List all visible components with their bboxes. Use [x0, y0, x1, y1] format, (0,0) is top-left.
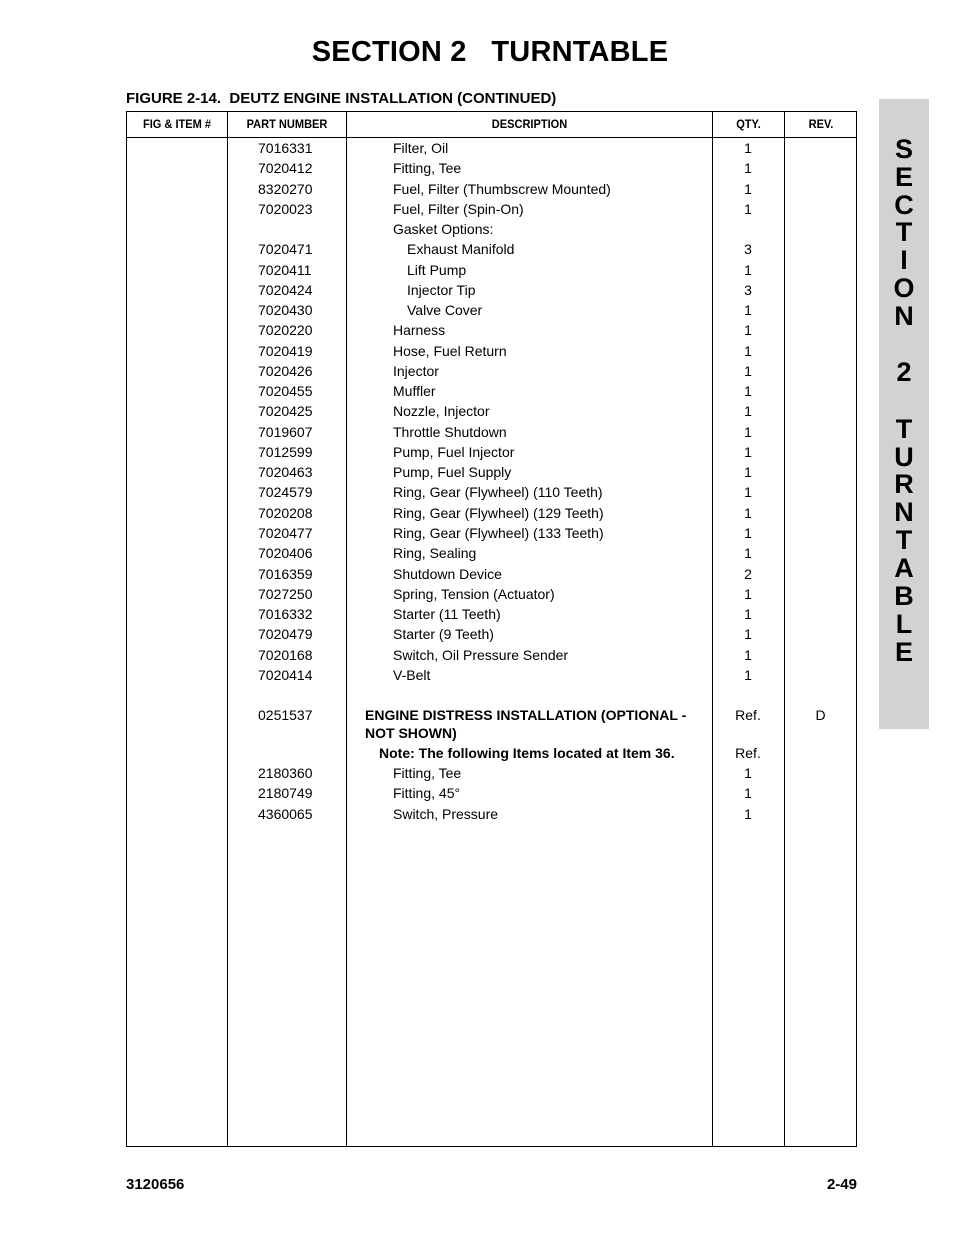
qty-cell: 1 [744, 383, 752, 399]
qty-cell: 1 [744, 545, 752, 561]
side-tab-letter: I [900, 245, 908, 275]
part-number-cell: 7016332 [258, 606, 313, 622]
document-number: 3120656 [126, 1176, 185, 1193]
qty-cell: 1 [744, 806, 752, 822]
qty-cell: 1 [744, 343, 752, 359]
qty-cell: 1 [744, 262, 752, 278]
description-cell: Filter, Oil [393, 140, 449, 156]
part-number-cell: 8320270 [258, 181, 313, 197]
description-cell: Starter (9 Teeth) [393, 626, 494, 642]
qty-cell: 2 [744, 566, 752, 582]
part-number-cell: 2180360 [258, 765, 313, 781]
qty-cell: 3 [744, 241, 752, 257]
side-tab-letter: T [895, 525, 913, 555]
column-header-rev: REV. [808, 117, 834, 131]
part-number-cell: 7024579 [258, 484, 313, 500]
part-number-cell: 7020414 [258, 667, 313, 683]
side-tab-letter: E [894, 637, 913, 667]
description-cell: Shutdown Device [393, 566, 502, 582]
part-number-cell: 7020208 [258, 505, 313, 521]
part-number-cell: 7020426 [258, 363, 313, 379]
column-divider [227, 112, 228, 1146]
description-cell: Injector [393, 363, 439, 379]
description-cell: Switch, Pressure [393, 806, 499, 822]
part-number-cell: 7020477 [258, 525, 313, 541]
part-number-cell: 7020023 [258, 201, 313, 217]
column-divider [346, 112, 347, 1146]
part-number-cell: 7020455 [258, 383, 313, 399]
side-tab-letter: N [894, 301, 914, 331]
qty-cell: 1 [744, 667, 752, 683]
qty-cell: 1 [744, 484, 752, 500]
side-tab-letter: C [894, 190, 914, 220]
description-cell: Starter (11 Teeth) [393, 606, 501, 622]
side-tab-letter: O [893, 273, 915, 303]
description-cell: Ring, Sealing [393, 545, 477, 561]
description-cell: Hose, Fuel Return [393, 343, 507, 359]
column-header-fig-item: FIG & ITEM # [142, 117, 212, 131]
part-number-cell: 7012599 [258, 444, 313, 460]
qty-cell: 1 [744, 444, 752, 460]
page-number: 2-49 [826, 1176, 857, 1193]
qty-cell: 1 [744, 160, 752, 176]
part-number-cell: 7020424 [258, 282, 313, 298]
description-cell: Ring, Gear (Flywheel) (129 Teeth) [393, 505, 604, 521]
description-cell: V-Belt [393, 667, 431, 683]
side-tab-letter: N [894, 497, 914, 527]
description-cell: Nozzle, Injector [393, 403, 490, 419]
description-cell: Fuel, Filter (Thumbscrew Mounted) [393, 181, 611, 197]
description-cell: Exhaust Manifold [407, 241, 515, 257]
description-cell: ENGINE DISTRESS INSTALLATION (OPTIONAL - [365, 707, 687, 723]
qty-cell: 1 [744, 424, 752, 440]
qty-cell: 1 [744, 464, 752, 480]
part-number-cell: 7020419 [258, 343, 313, 359]
side-tab-letter: T [895, 414, 913, 444]
description-cell: Pump, Fuel Injector [393, 444, 515, 460]
part-number-cell: 7020479 [258, 626, 313, 642]
part-number-cell: 7016359 [258, 566, 313, 582]
qty-cell: Ref. [735, 707, 761, 723]
part-number-cell: 7020471 [258, 241, 313, 257]
description-cell: Spring, Tension (Actuator) [393, 586, 555, 602]
section-title: SECTION 2 TURNTABLE [311, 36, 669, 68]
description-cell: Lift Pump [407, 262, 467, 278]
qty-cell: 1 [744, 140, 752, 156]
description-cell: Ring, Gear (Flywheel) (110 Teeth) [393, 484, 603, 500]
description-cell: Fitting, Tee [393, 160, 462, 176]
side-tab-letter: T [895, 217, 913, 247]
qty-cell: 1 [744, 363, 752, 379]
description-cell: Pump, Fuel Supply [393, 464, 512, 480]
header-divider [127, 137, 856, 138]
part-number-cell: 7016331 [258, 140, 313, 156]
column-divider [784, 112, 785, 1146]
qty-cell: 1 [744, 626, 752, 642]
column-header-qty: QTY. [736, 117, 761, 131]
description-cell: Injector Tip [407, 282, 476, 298]
side-tab-letter: U [894, 442, 914, 472]
description-cell: Note: The following Items located at Item 36. [379, 745, 675, 761]
qty-cell: 1 [744, 302, 752, 318]
description-cell: Gasket Options: [393, 221, 494, 237]
side-tab-letter: B [894, 581, 914, 611]
qty-cell: 1 [744, 647, 752, 663]
part-number-cell: 4360065 [258, 806, 313, 822]
rev-cell: D [815, 707, 826, 723]
side-tab-letter: E [894, 162, 913, 192]
side-tab-letter: A [894, 553, 914, 583]
parts-table [126, 111, 857, 1147]
description-cell: Ring, Gear (Flywheel) (133 Teeth) [393, 525, 604, 541]
side-tab-letter: L [895, 609, 913, 639]
qty-cell: 1 [744, 765, 752, 781]
description-cell: Muffler [393, 383, 436, 399]
qty-cell: 1 [744, 785, 752, 801]
part-number-cell: 7020406 [258, 545, 313, 561]
part-number-cell: 7019607 [258, 424, 313, 440]
qty-cell: 1 [744, 201, 752, 217]
qty-cell: 1 [744, 606, 752, 622]
section-side-tab [879, 99, 929, 729]
description-cell: Fitting, Tee [393, 765, 462, 781]
qty-cell: 1 [744, 586, 752, 602]
part-number-cell: 2180749 [258, 785, 313, 801]
part-number-cell: 7020412 [258, 160, 313, 176]
part-number-cell: 7020430 [258, 302, 313, 318]
description-cell: Fuel, Filter (Spin-On) [393, 201, 524, 217]
part-number-cell: 7020463 [258, 464, 313, 480]
qty-cell: 3 [744, 282, 752, 298]
part-number-cell: 7020168 [258, 647, 313, 663]
description-cell: Throttle Shutdown [393, 424, 507, 440]
qty-cell: 1 [744, 181, 752, 197]
qty-cell: 1 [744, 525, 752, 541]
qty-cell: Ref. [735, 745, 761, 761]
side-tab-letter: R [894, 469, 914, 499]
description-cell: Fitting, 45° [393, 785, 461, 801]
column-header-part-number: PART NUMBER [246, 117, 328, 131]
side-tab-letter: 2 [896, 357, 912, 387]
qty-cell: 1 [744, 505, 752, 521]
figure-title: FIGURE 2-14. DEUTZ ENGINE INSTALLATION (CONTINUED) [126, 90, 557, 107]
part-number-cell: 7027250 [258, 586, 313, 602]
part-number-cell: 7020411 [258, 262, 312, 278]
description-cell: Switch, Oil Pressure Sender [393, 647, 569, 663]
column-header-description: DESCRIPTION [491, 117, 568, 131]
description-cell: NOT SHOWN) [365, 725, 457, 741]
description-cell: Valve Cover [407, 302, 483, 318]
qty-cell: 1 [744, 322, 752, 338]
part-number-cell: 0251537 [258, 707, 313, 723]
description-cell: Harness [393, 322, 446, 338]
side-tab-letter: S [894, 134, 913, 164]
qty-cell: 1 [744, 403, 752, 419]
part-number-cell: 7020220 [258, 322, 313, 338]
part-number-cell: 7020425 [258, 403, 313, 419]
